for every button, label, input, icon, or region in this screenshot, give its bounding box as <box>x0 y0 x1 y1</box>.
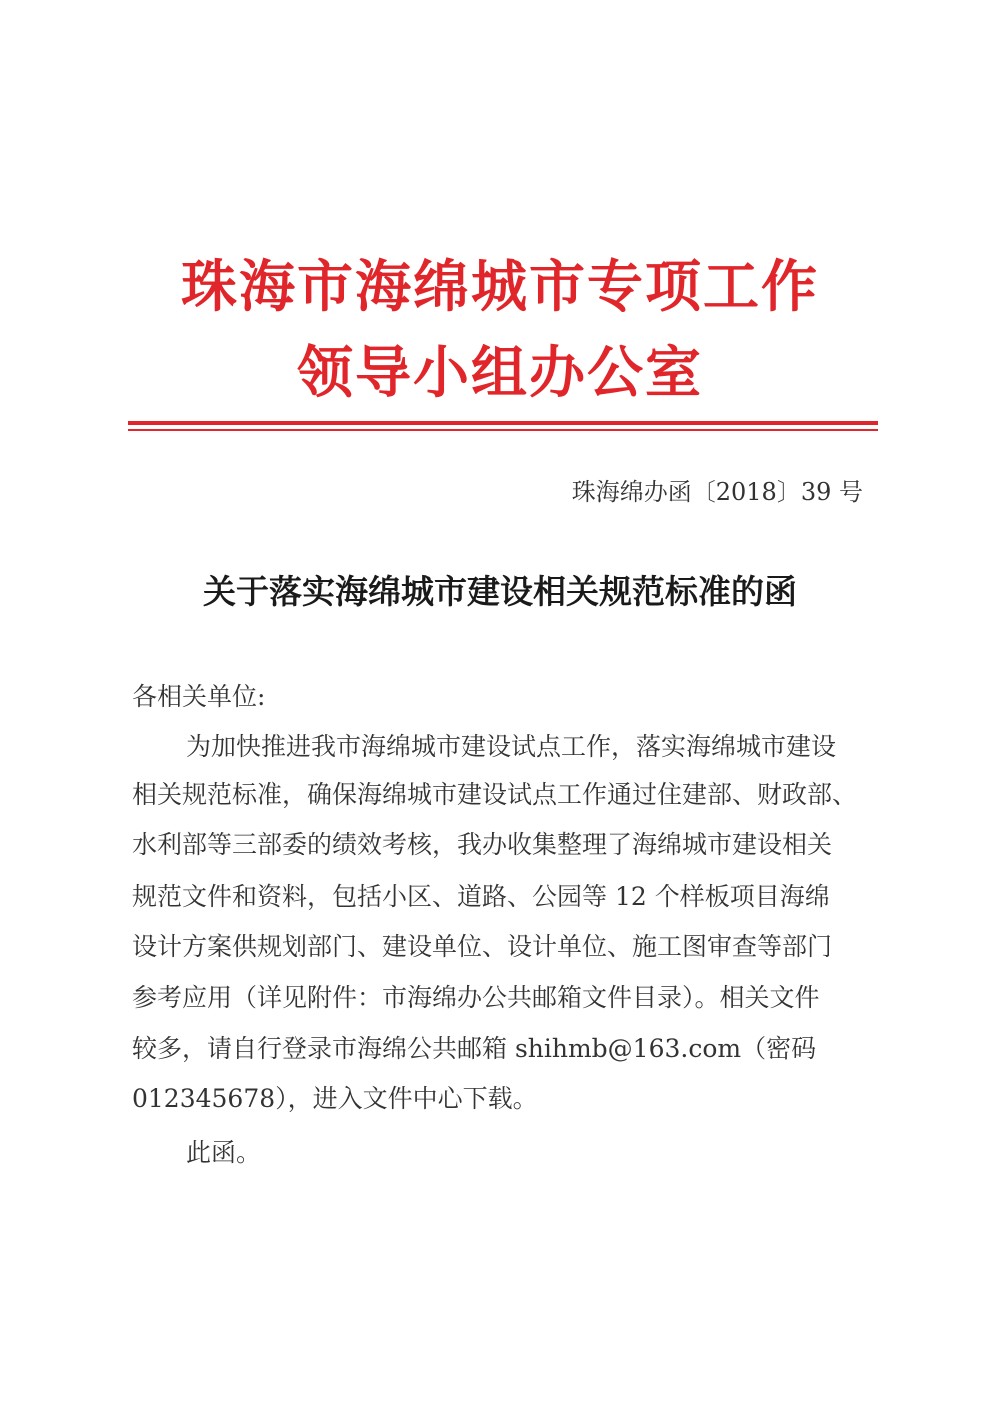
body-line: 相关规范标准，确保海绵城市建设试点工作通过住建部、财政部、 <box>132 780 858 809</box>
body-line: 规范文件和资料，包括小区、道路、公园等 12 个样板项目海绵 <box>132 882 830 911</box>
salutation: 各相关单位: <box>132 682 266 711</box>
letterhead-rule-thin <box>128 429 878 431</box>
document-number: 珠海绵办函〔2018〕39 号 <box>571 478 863 506</box>
body-line: 012345678），进入文件中心下载。 <box>132 1084 538 1113</box>
closing: 此函。 <box>186 1138 262 1167</box>
document-title: 关于落实海绵城市建设相关规范标准的函 <box>203 572 797 611</box>
letterhead-rule-thick <box>128 421 878 425</box>
body-line: 为加快推进我市海绵城市建设试点工作，落实海绵城市建设 <box>186 732 837 761</box>
body-line: 设计方案供规划部门、建设单位、设计单位、施工图审查等部门 <box>132 932 833 961</box>
body-line: 参考应用（详见附件：市海绵办公共邮箱文件目录）。相关文件 <box>132 983 820 1012</box>
body-line: 较多，请自行登录市海绵公共邮箱 shihmb@163.com（密码 <box>132 1034 817 1063</box>
letterhead-line-1: 珠海市海绵城市专项工作 <box>181 255 819 320</box>
letterhead-line-2: 领导小组办公室 <box>297 341 703 406</box>
body-line: 水利部等三部委的绩效考核，我办收集整理了海绵城市建设相关 <box>132 830 833 859</box>
